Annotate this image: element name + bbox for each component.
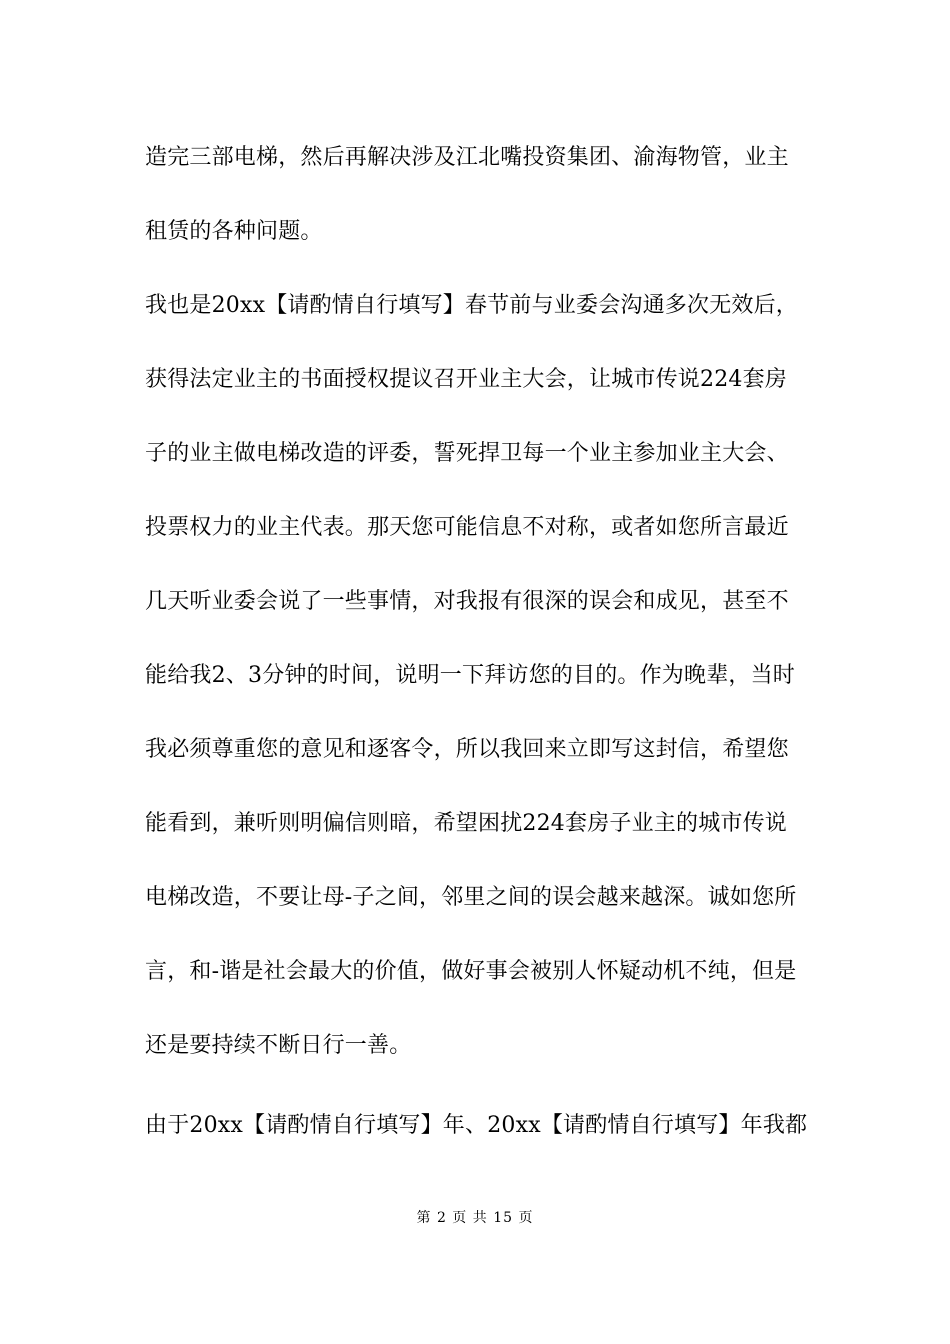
paragraph-line: 还是要持续不断日行一善。 [145,1033,412,1058]
paragraph-line: 投票权力的业主代表。那天您可能信息不对称，或者如您所言最近 [145,515,789,540]
paragraph-line: 子的业主做电梯改造的评委，誓死捍卫每一个业主参加业主大会、 [145,441,789,466]
paragraph-line: 能看到，兼听则明偏信则暗，希望困扰224套房子业主的城市传说 [145,811,787,836]
paragraph-line: 获得法定业主的书面授权提议召开业主大会，让城市传说224套房 [145,367,787,392]
paragraph-line: 造完三部电梯，然后再解决涉及江北嘴投资集团、渝海物管，业主 [145,145,789,170]
paragraph-line: 能给我2、3分钟的时间，说明一下拜访您的目的。作为晚辈，当时 [145,663,795,688]
paragraph-line: 由于20xx【请酌情自行填写】年、20xx【请酌情自行填写】年我都 [145,1113,808,1138]
paragraph-line: 言，和-谐是社会最大的价值，做好事会被别人怀疑动机不纯，但是 [145,959,797,984]
paragraph-line: 我必须尊重您的意见和逐客令，所以我回来立即写这封信，希望您 [145,737,789,762]
paragraph-line: 我也是20xx【请酌情自行填写】春节前与业委会沟通多次无效后， [145,293,799,318]
paragraph-line: 租赁的各种问题。 [145,219,323,244]
paragraph-line: 电梯改造，不要让母-子之间，邻里之间的误会越来越深。诚如您所 [145,885,797,910]
page-number-footer: 第 2 页 共 15 页 [416,1210,534,1226]
paragraph-line: 几天听业委会说了一些事情，对我报有很深的误会和成见，甚至不 [145,589,789,614]
